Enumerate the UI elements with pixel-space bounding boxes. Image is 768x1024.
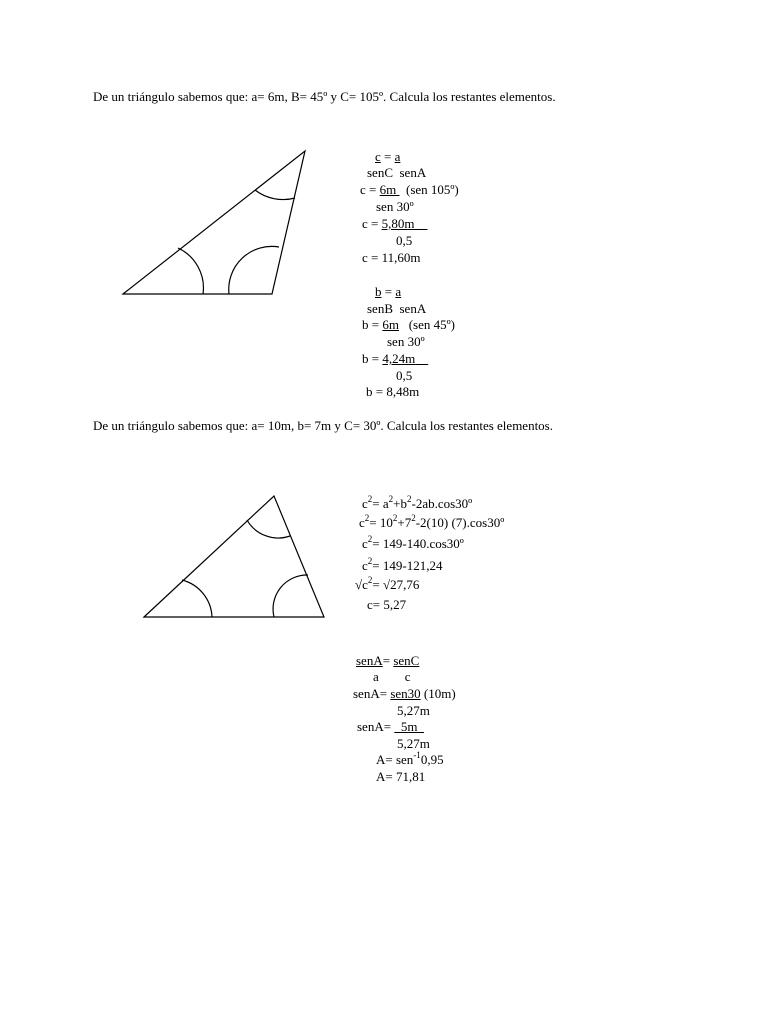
- sine-law-line-4: [376, 750, 444, 767]
- term: +b: [393, 496, 407, 511]
- b-result: b = 8,48m: [366, 384, 420, 399]
- b-formula-factor: (sen 45º): [398, 317, 455, 332]
- term: = √27,76: [372, 577, 420, 592]
- sen-c-term: senC: [393, 653, 420, 668]
- c-equals: =: [380, 149, 395, 164]
- triangle-1-angle-arc-top: [255, 190, 295, 200]
- triangle-1-angle-arc-left: [178, 248, 203, 294]
- sine-law-line-2: [353, 687, 456, 700]
- c-result: c = 11,60m: [362, 250, 421, 265]
- cosine-law-line-2: [359, 513, 505, 530]
- c-ratio-denominators: senC senA: [367, 165, 427, 180]
- c-step-numerator: 5,80m: [381, 216, 415, 231]
- sine-law-result: A= 71,81: [376, 769, 426, 784]
- c-step-denominator: 0,5: [396, 233, 413, 248]
- b-formula-numerator: 6m: [382, 317, 399, 332]
- b-step-line: [362, 352, 428, 365]
- square-root-symbol: √: [355, 577, 363, 592]
- sine-law-line-3: [357, 720, 424, 733]
- triangle-1-outline: [123, 151, 305, 294]
- exponent: 2: [406, 494, 412, 504]
- term: = 149-140.cos30º: [372, 536, 464, 551]
- exponent: 2: [388, 494, 394, 504]
- b-ratio-numerators: [375, 285, 401, 298]
- exponent: 2: [367, 534, 373, 544]
- exponent: -1: [413, 750, 421, 760]
- a-numerator-2: a: [395, 284, 402, 299]
- cosine-law-line-3: [362, 534, 464, 551]
- c-symbol: c: [362, 536, 368, 551]
- sine-law-denominators: a c: [373, 669, 411, 684]
- cosine-law-line-1: [362, 494, 473, 511]
- sen-a-term: senA: [356, 653, 383, 668]
- triangle-1-angle-arc-right: [229, 246, 279, 294]
- c-symbol: c: [359, 515, 365, 530]
- b-numerator: b: [375, 284, 382, 299]
- problem1-statement: De un triángulo sabemos que: a= 6m, B= 45º y C= 105º. Calcula los restantes elementos.: [93, 89, 556, 104]
- equals: =: [382, 653, 394, 668]
- c-ratio-numerators: [375, 150, 400, 163]
- numerator: sen30: [390, 686, 421, 701]
- exponent: 2: [367, 575, 373, 585]
- c-symbol: c: [362, 577, 368, 592]
- numerator: 5m: [394, 719, 424, 734]
- problem2-statement: De un triángulo sabemos que: a= 10m, b= 7m y C= 30º. Calcula los restantes elementos.: [93, 418, 553, 433]
- value: 0,95: [420, 752, 444, 767]
- exponent: 2: [364, 513, 370, 523]
- c-symbol: c: [362, 496, 368, 511]
- c-symbol: c: [362, 558, 368, 573]
- c-formula-factor: (sen 105º): [399, 182, 459, 197]
- b-formula-denominator: sen 30º: [387, 334, 425, 349]
- c-step-prefix: c =: [362, 216, 382, 231]
- term: +7: [397, 515, 412, 530]
- triangle-2-angle-arc-left: [182, 580, 212, 617]
- triangle-2-outline: [144, 496, 324, 617]
- prefix: senA=: [357, 719, 395, 734]
- b-step-prefix: b =: [362, 351, 383, 366]
- triangle-2: [144, 496, 324, 617]
- term: = 10: [369, 515, 393, 530]
- sine-law-line-2-denominator: 5,27m: [397, 703, 430, 718]
- c-formula-prefix: c =: [360, 182, 380, 197]
- c-step-line: [362, 217, 427, 230]
- exponent: 2: [367, 556, 373, 566]
- c-numerator: c: [375, 149, 381, 164]
- b-step-numerator: 4,24m: [382, 351, 416, 366]
- b-step-denominator: 0,5: [396, 368, 413, 383]
- triangle-2-angle-arc-top: [247, 520, 290, 538]
- prefix: senA=: [353, 686, 391, 701]
- b-ratio-denominators: senB senA: [367, 301, 427, 316]
- b-formula-prefix: b =: [362, 317, 383, 332]
- exponent: 2: [411, 513, 416, 523]
- factor: (10m): [420, 686, 456, 701]
- exponent: 2: [367, 494, 373, 504]
- cosine-law-line-5: [355, 575, 420, 592]
- prefix: A= sen: [376, 752, 414, 767]
- cosine-law-result: c= 5,27: [367, 597, 407, 612]
- c-formula-numerator: 6m: [379, 182, 400, 197]
- term: -2(10) (7).cos30º: [415, 515, 505, 530]
- term: -2ab.cos30º: [411, 496, 473, 511]
- sine-law-line-3-denominator: 5,27m: [397, 736, 430, 751]
- triangle-2-angle-arc-right: [273, 575, 308, 617]
- triangle-1: [123, 151, 305, 294]
- b-equals: =: [381, 284, 396, 299]
- c-formula-line: [360, 183, 459, 196]
- exponent: 2: [392, 513, 398, 523]
- sine-law-line-1: [356, 654, 419, 667]
- c-formula-denominator: sen 30º: [376, 199, 414, 214]
- term: = a: [372, 496, 389, 511]
- b-formula-line: [362, 318, 455, 331]
- cosine-law-line-4: [362, 556, 443, 573]
- a-numerator: a: [394, 149, 401, 164]
- term: = 149-121,24: [372, 558, 443, 573]
